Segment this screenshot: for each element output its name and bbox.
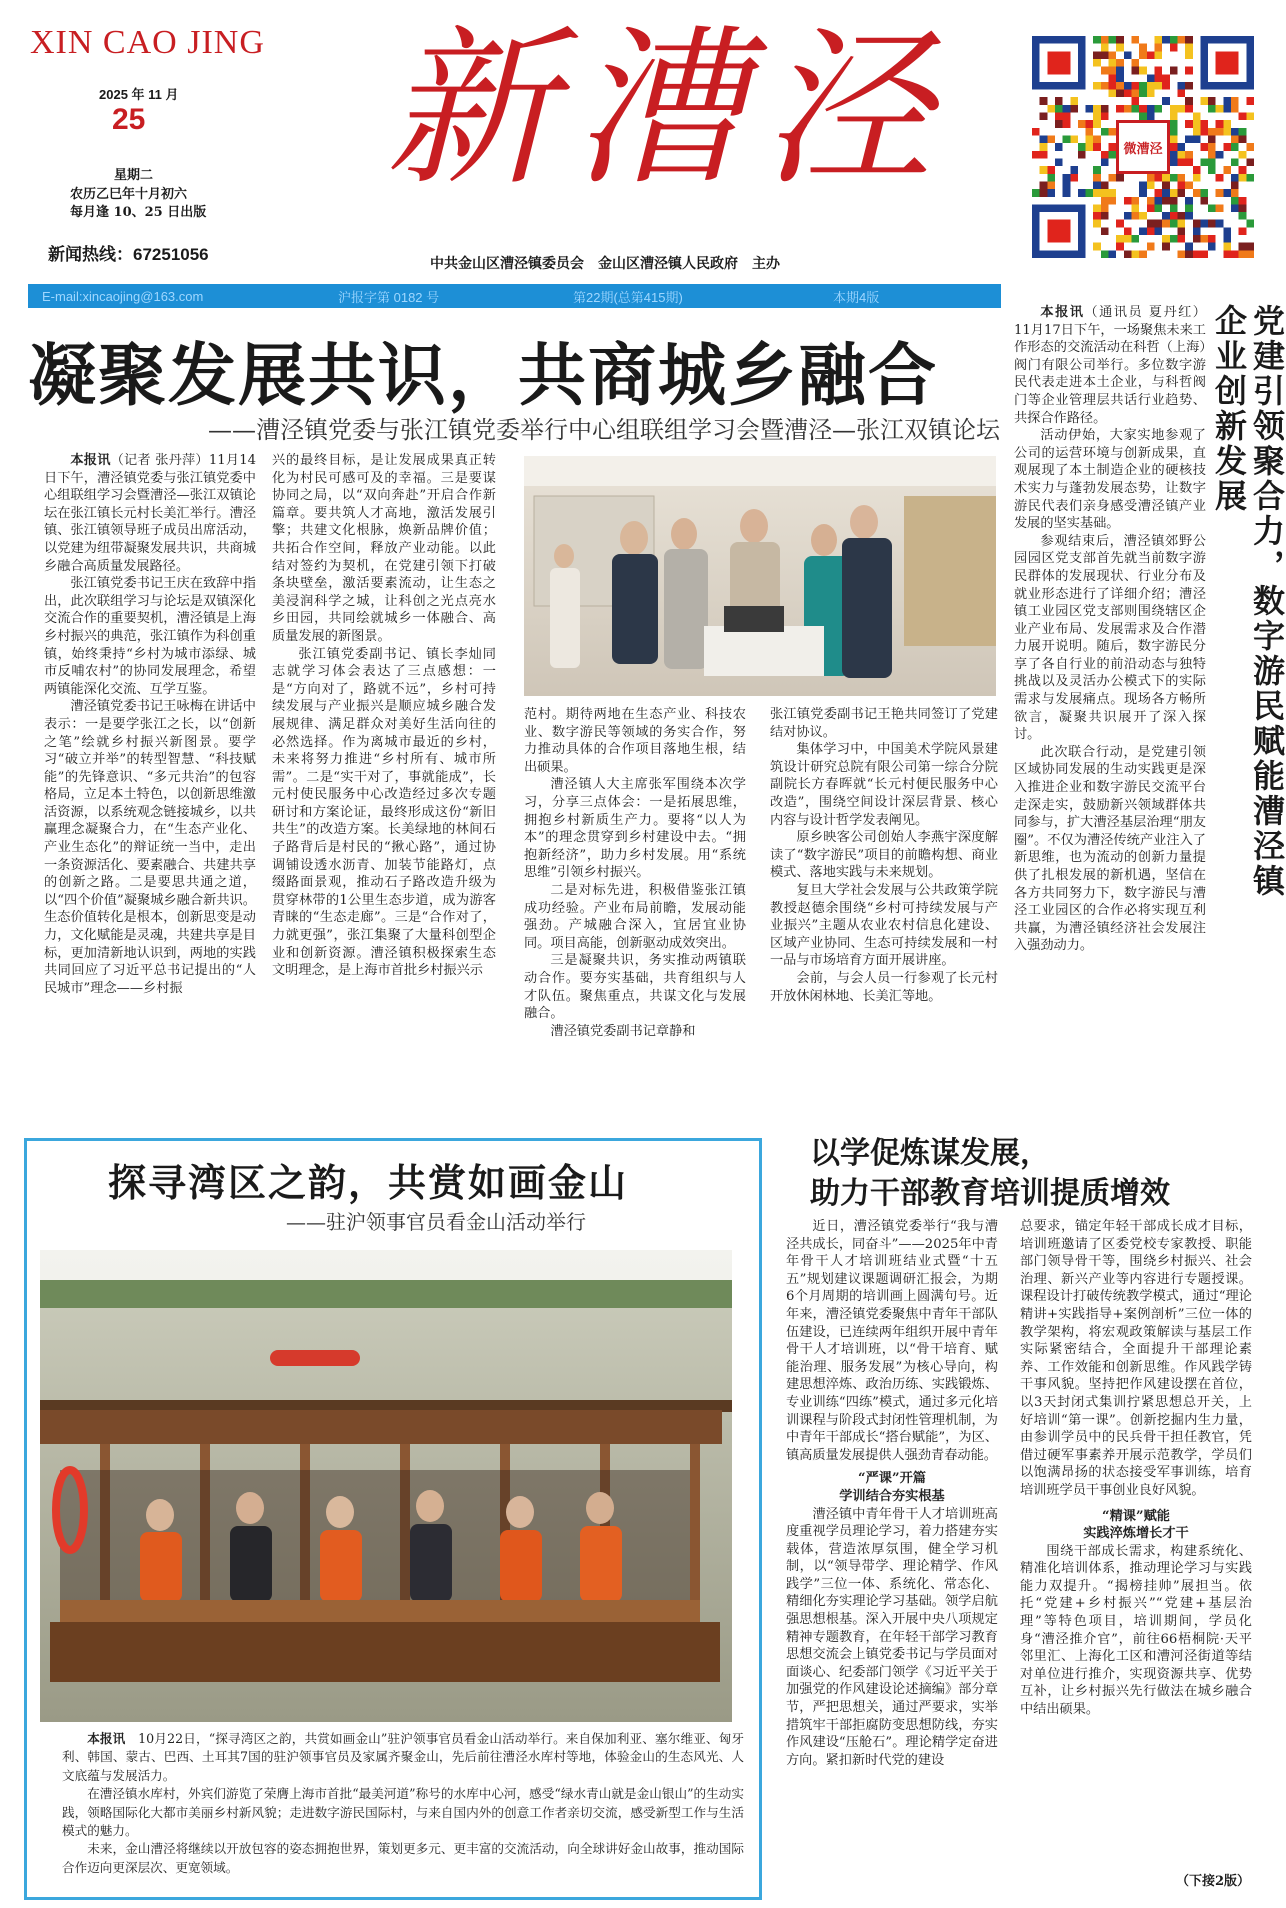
issue-info-strip [28, 284, 1001, 308]
masthead-weekday: 星期二 [114, 168, 154, 183]
lead-byline: （记者 张丹萍）11月14日下午，漕泾镇党委与张江镇党委中心组联组学习会暨漕泾—张江双镇论坛在张江镇长元村长美汇举行。漕泾镇、张江镇领导班子成员出席活动，以党建为纽带凝聚发展共识，共商城乡融合高质量发展路径。 [44, 453, 257, 574]
right-story-paragraph: 参观结束后，漕泾镇郊野公园园区党支部首先就当前数字游民群体的发展现状、行业分布及就业形态进行了详细介绍；漕泾镇工业园区党支部则围绕辖区企业产业布局、发展需求及合作潜力展开说明。随后，数字游民分享了各自行业的前沿动态与独特挑战以及灵活办公模式下的实际需求与发展痛点。现场各方畅所欲言，凝聚共识展开了深入探讨。 [1014, 533, 1206, 743]
consuls-caption [62, 1730, 744, 1877]
lead-photo [524, 456, 996, 696]
consuls-paragraph: 未来，金山漕泾将继续以开放包容的姿态拥抱世界，策划更多元、更丰富的交流活动，向全球讲好金山故事，推动国际合作迈向更深层次、更宽领域。 [62, 1841, 744, 1875]
lead-paragraph: 张江镇党委副书记王艳共同签订了党建结对协议。 [770, 707, 998, 740]
training-headline-line1: 以学促炼谋发展， [810, 1136, 1050, 1171]
lead-paragraph: 集体学习中，中国美术学院风景建筑设计研究总院有限公司第一综合分院副院长方春晖就“长元村便民服务中心改造”，围绕空间设计深层背景、核心内容与设计哲学发表阐见。 [770, 742, 998, 828]
right-story-headline: 党建引领聚合力，数字游民赋能漕泾镇企业创新发展 [1210, 304, 1286, 899]
lead-paragraph: 原乡映客公司创始人李燕宇深度解读了“数字游民”项目的前瞻构想、商业模式、落地实践与未来规划。 [770, 830, 998, 881]
strip-email: E-mail:xincaojing@163.com [42, 288, 204, 304]
consuls-byline-tag: 本报讯 [87, 1731, 126, 1746]
masthead-day: 25 [112, 103, 146, 136]
masthead-pinyin: XIN CAO JING [30, 24, 265, 61]
training-subhead-1 [786, 1470, 998, 1505]
lead-subheadline: ——漕泾镇党委与张江镇党委举行中心组联组学习会暨漕泾—张江双镇论坛 [208, 416, 1000, 444]
lead-column-2 [272, 452, 496, 980]
training-column-2 [1020, 1218, 1252, 1719]
training-subhead-2b: 实践淬炼增长才干 [1083, 1526, 1189, 1542]
lead-paragraph: 复旦大学社会发展与公共政策学院教授赵德余围绕“乡村可持续发展与产业振兴”主题从农业农村信息化建设、区域产业协同、生态可持续发展和一村一品与市场培育方面开展讲座。 [770, 882, 998, 969]
strip-license: 沪报字第 0182 号 [338, 289, 440, 305]
consuls-paragraph: 在漕泾镇水库村，外宾们游览了荣膺上海市首批“最美河道”称号的水库中心河，感受“绿水青山就是金山银山”的生动实践，领略国际化大都市美丽乡村新风貌；走进数字游民国际村，与来自国内外的创意工作者亲切交流，感受新型工作与生活模式的魅力。 [62, 1786, 744, 1839]
strip-issue: 第22期(总第415期) [573, 289, 683, 305]
lead-column-4 [770, 706, 998, 1005]
strip-pages: 本期4版 [833, 289, 880, 305]
consuls-boat-photo [40, 1250, 732, 1722]
right-story-byline: （通讯员 夏丹红）11月17日下午，一场聚焦未来工作形态的交流活动在科哲（上海）阀门有限公司举行。多位数字游民代表走进本土企业，与科哲阀门等企业管理层共话行业趋势、共探合作路径。 [1014, 305, 1206, 426]
training-subhead-2a: “精课”赋能 [1102, 1508, 1170, 1524]
lead-headline: 凝聚发展共识，共商城乡融合 [28, 337, 939, 416]
lead-paragraph: 漕泾镇党委副书记章静和 [550, 1023, 696, 1039]
lead-paragraph: 漕泾镇人大主席张军围绕本次学习，分享三点体会：一是拓展思维，拥抱乡村新质生产力。要将“以人为本”的理念贯穿到乡村建设中去。“拥抱新经济”，助力乡村发展。用“系统思维”引领乡村振兴。 [524, 777, 746, 881]
masthead-logo [385, 11, 950, 209]
right-story-paragraph: 活动伊始，大家实地参观了公司的运营环境与创新成果，直观展现了本土制造企业的硬核技术实力与蓬勃发展态势，让数字游民代表们亲身感受漕泾镇产业发展的坚实基础。 [1014, 428, 1206, 532]
masthead-date: 2025 年 11 月 [99, 87, 179, 102]
lead-column-1 [44, 452, 256, 997]
consuls-headline: 探寻湾区之韵，共赏如画金山 [108, 1160, 629, 1205]
qr-center-logo [1116, 120, 1170, 174]
training-paragraph: 总要求，锚定年轻干部成长成才目标，培训班邀请了区委党校专家教授、职能部门领导骨干等，围绕乡村振兴、社会治理、新兴产业等内容进行专题授课。课程设计打破传统教学模式，通过“理论精讲+实践指导+案例剖析”三位一体的教学架构，将宏观政策解读与基层工作实际紧密结合，全面提升干部理论素养、工作效能和创新思维。作风践学铸干事风貌。坚持把作风建设摆在首位，以3天封闭式集训拧紧思想总开关，上好培训“第一课”。创新挖掘内生力量，由参训学员中的民兵骨干担任教官，凭借过硬军事素养开展示范教学，学员们以饱满昂扬的状态接受军事训练，培育培训班学员干事创业良好风貌。 [1020, 1219, 1252, 1498]
training-paragraph: 近日，漕泾镇党委举行“我与漕泾共成长，同奋斗”——2025年中青年骨干人才培训班结业式暨“十五五”规划建议课题调研汇报会，为期6个月周期的培训画上圆满句号。近年来，漕泾镇党委聚焦中青年干部队伍建设，已连续两年组织开展中青年骨干人才培训班，以“骨干培育、赋能治理、服务发展”为核心导向，构建思想淬炼、政治历练、实践锻炼、专业训练“四练”模式，通过多元化培训课程与阶段式封闭性管理机制，为中青年干部成长“搭台赋能”，为区、镇高质量发展提供人强劲青春动能。 [786, 1219, 998, 1463]
lead-column-3 [524, 706, 746, 1040]
qr-center-text: 微漕泾 [1123, 141, 1163, 157]
masthead-hotline: 新闻热线：67251056 [48, 245, 209, 264]
training-paragraph: 围绕干部成长需求，构建系统化、精准化培训体系，推动理论学习与实践能力双提升。“揭榜挂帅”展担当。依托“党建+乡村振兴”“党建+基层治理”等特色项目，培训期间，学员化身“漕泾推介官”，前往66梧桐院·天平邻里汇、上海化工区和漕河泾街道等结对单位进行推介，实现资源共享、优势互补，让乡村振兴先行做法在城乡融合中结出硕果。 [1020, 1543, 1252, 1718]
masthead-sponsor: 中共金山区漕泾镇委员会 金山区漕泾镇人民政府 主办 [430, 256, 780, 272]
lead-paragraph: 三是凝聚共识，务实推动两镇联动合作。要夯实基础，共育组织与人才队伍。聚焦重点，共谋文化与发展融合。 [524, 953, 746, 1022]
wechat-qr-code[interactable] [1032, 36, 1254, 258]
masthead-schedule: 每月逢 10、25 日出版 [70, 205, 207, 220]
lead-paragraph: 会前，与会人员一行参观了长元村开放休闲林地、长美汇等地。 [770, 970, 998, 1004]
training-subhead-2 [1020, 1508, 1252, 1543]
lead-paragraph: 张江镇党委书记王庆在致辞中指出，此次联组学习与论坛是双镇深化交流合作的重要契机，漕泾镇是上海乡村振兴的典范，张江镇作为科创重镇，始终秉持“乡村为城市添绿、城市反哺农村”的协同发展理念，希望两镇能深化交流、互学互鉴。 [44, 576, 256, 697]
lead-paragraph: 兴的最终目标，是让发展成果真正转化为村民可感可及的幸福。三是要谋协同之局，以“双向奔赴”开启合作新篇章。要共筑人才高地，激活发展引擎；共建文化根脉，焕新品牌价值；共拓合作空间，释放产业动能。以此结对签约为契机，在党建引领下打破条块壁垒，激活要素流动，让生态之美浸润科学之城，让科创之光点亮水乡田园，共同绘就城乡一体融合、高质量发展的新图景。 [272, 453, 496, 644]
right-story-byline-tag: 本报讯 [1040, 305, 1085, 320]
training-subhead-1b: 学训结合夯实根基 [839, 1488, 945, 1504]
masthead-logo-text: 新漕泾 [385, 11, 950, 209]
right-story-body [1014, 304, 1206, 955]
lead-paragraph: 二是对标先进，积极借鉴张江镇成功经验。产业布局前瞻，发展动能强劲。产城融合深入，宜居宜业协同。项目高能，创新驱动成效突出。 [524, 882, 746, 951]
continued-notice: （下接2版） [1176, 1874, 1251, 1889]
masthead-lunar: 农历乙巳年十月初六 [70, 187, 188, 202]
training-paragraph: 漕泾镇中青年骨干人才培训班高度重视学员理论学习，着力搭建夯实载体，营造浓厚氛围，健全学习机制，以“领导带学、理论精学、作风践学”三位一体、系统化、常态化、精细化夯实理论学习基础。领学启航强思想根基。深入开展中央八项规定精神专题教育，在年轻干部学习教育思想交流会上镇党委书记与学员面对面谈心、纪委部门领学《习近平关于加强党的作风建设论述摘编》部分章节，严把思想关，通过严要求，实举措筑牢干部拒腐防变思想防线，夯实作风建设“压舱石”。理论精学定奋进方向。紧扣新时代党的建设 [786, 1506, 998, 1768]
lead-byline-tag: 本报讯 [70, 453, 111, 468]
lead-paragraph: 范村。期待两地在生态产业、科技农业、数字游民等领域的务实合作，努力推动具体的合作项目落地生根，结出硕果。 [524, 707, 746, 775]
consuls-paragraph: 10月22日，“探寻湾区之韵，共赏如画金山”驻沪领事官员看金山活动举行。来自保加利亚、塞尔维亚、匈牙利、韩国、蒙古、巴西、土耳其7国的驻沪领事官员及家属齐聚金山，先后前往漕泾水库村等地，体验金山的生态风光、人文底蕴与发展活力。 [62, 1731, 745, 1783]
lead-paragraph: 漕泾镇党委书记王咏梅在讲话中表示：一是要学张江之长，以“创新之笔”绘就乡村振兴新图景。要学习“破立并举”的转型智慧、“科技赋能”的先锋意识、“多元共治”的包容格局，立足本土特色，以创新思维激活资源，以系统观念链接城乡，以共赢理念凝聚合力，在“生态产业化、产业生态化”的辩证统一当中，走出一条资源活化、要素融合、共建共享的创新之路。二是要思共通之道，以“四个价值”凝聚城乡融合新共识。生态价值转化是根本，创新思变是动力，文化赋能是灵魂，共建共享是目标，更加清新地认识到，两地的实践共同回应了习近平总书记提出的“人民城市”理念——乡村振 [44, 699, 256, 996]
lead-paragraph: 张江镇党委副书记、镇长李灿同志就学习体会表达了三点感想：一是“方向对了，路就不远”，乡村可持续发展与产业振兴是顺应城乡融合发展规律、满足群众对美好生活向往的必然选择。作为离城市最近的乡村，未来将努力推进“乡村所有、城市所需”。二是“实干对了，事就能成”，长元村使民服务中心改造经过多次专题研讨和方案论证，最终形成这份“新旧共生”的改造方案。长美绿地的林间石子路背后是村民的“揪心路”，通过协调铺设透水沥青、加装节能路灯，点缀路面景观，推动石子路改造升级为贯穿林带的1公里生态步道，成为游客青睐的“生态走廊”。三是“合作对了，力就更强”，张江集聚了大量科创型企业和创新资源。漕泾镇积极探索生态文明理念，是上海市首批乡村振兴示 [272, 646, 496, 979]
training-column-1 [786, 1218, 998, 1769]
training-subhead-1a: “严课”开篇 [858, 1471, 926, 1487]
training-headline-line2: 助力干部教育培训提质增效 [810, 1176, 1170, 1211]
consuls-subheadline: ——驻沪领事官员看金山活动举行 [286, 1210, 586, 1234]
right-story-paragraph: 此次联合行动，是党建引领区域协同发展的生动实践更是深入推进企业和数字游民交流平台走深走实，鼓励新兴领域群体共同参与，扩大漕泾基层治理“朋友圈”。不仅为漕泾传统产业注入了新思维，也为流动的创新力量提供了扎根发展的新机遇，坚信在各方共同努力下，数字游民与漕泾工业园区的合作必将实现互利共赢，为漕泾镇经济社会发展注入强劲动力。 [1014, 744, 1206, 954]
